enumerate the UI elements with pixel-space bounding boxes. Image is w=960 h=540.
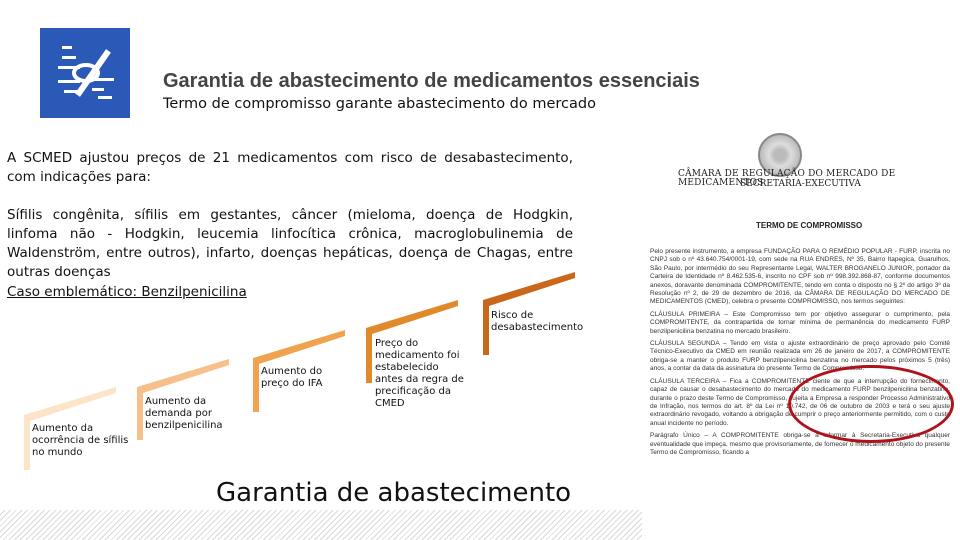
intro-paragraph: A SCMED ajustou preços de 21 medicamentos com risco de desabastecimento, com indicações para:: [7, 150, 573, 185]
page-title: Garantia de abastecimento de medicamentos essenciais: [163, 70, 700, 92]
page-subtitle: Termo de compromisso garante abastecimento do mercado: [163, 96, 596, 112]
closing-statement: Garantia de abastecimento: [216, 478, 572, 508]
indications-paragraph: Sífilis congênita, sífilis em gestantes, câncer (mieloma, doença de Hodgkin, linfoma não - Hodgkin, leucemia linfocítica crônica, macroglobulinemia de Waldenström, entre outros), infarto, doenças hepáticas, doença de Chagas, entre outras doenças: [7, 207, 573, 280]
document-subheader: SECRETARIA-EXECUTIVA: [740, 179, 861, 189]
document-header: CÂMARA DE REGULAÇÃO DO MERCADO DE MEDICAMENTOS: [678, 169, 896, 188]
step-label-1: Aumento da ocorrência de sífilis no mundo: [32, 423, 129, 458]
document-title: TERMO DE COMPROMISSO: [756, 221, 863, 230]
step-label-4: Preço do medicamento foi estabelecido antes da regra de precificação da CMED: [375, 338, 464, 409]
step-label-3: Aumento do preço do IFA: [261, 366, 323, 389]
document-paragraph: CLÁUSULA TERCEIRA – Fica a COMPROMITENTE ciente de que a interrupção do fornecimento, capaz de causar o desabastecimento do mercado do medicamento FURP benzilpenicilina benzatina, durante o prazo deste Termo de Compromisso, sujeita a Empresa a responder Processo Administrativo de Infração, nos termos do art. 8º da Lei nº 10.742, de 06 de outubro de 2003 e terá o seu ajuste extraordinário revogado, voltando a obrigação de cumprir o preço anteriormente permitido, com o custo anual incidente no período.: [650, 377, 950, 427]
document-paragraph: Pelo presente instrumento, a empresa FUNDAÇÃO PARA O REMÉDIO POPULAR - FURP, inscrita no CNPJ sob o nº 43.640.754/0001-19, com sede na RUA ENDRES, Nº 35, Bairro Itapegica, Guarulhos, São Paulo, por intermédio do seu Representante Legal, WALTER BROGANELO JUNIOR, portador da Carteira de Identidade nº 8.462.535-6, inscrito no CPF sob nº 998.392.868-87, conforme documentos anexos, doravante denominada COMPROMITENTE, tendo em conta o disposto no § 2º do artigo 3º da Resolução nº 2, de 29 de dezembro de 2016, da CÂMARA DE REGULAÇÃO DO MERCADO DE MEDICAMENTOS (CMED), celebra o presente COMPROMISSO, nos termos seguintes:: [650, 248, 950, 306]
case-title: Caso emblemático: Benzilpenicilina: [7, 284, 247, 300]
step-label-2: Aumento da demanda por benzilpenicilina: [145, 396, 223, 431]
document-paragraph: Parágrafo Único – A COMPROMITENTE obriga-se a informar à Secretaria-Executiva qualquer eventualidade que impeça, mesmo que provisoriamente, de fornecer o medicamento objeto do presente Termo de Compromisso, ficando a: [650, 432, 950, 456]
document-paragraph: CLÁUSULA PRIMEIRA – Este Compromisso tem por objetivo assegurar o cumprimento, pela COMPROMITENTE, da contrapartida de tornar mínima de permanência do medicamento FURP benzilpenicilina benzatina no mercado brasileiro.: [650, 310, 950, 335]
highlight-oval: [788, 365, 954, 443]
document-paragraph: CLÁUSULA SEGUNDA – Tendo em vista o ajuste extraordinário de preço aprovado pelo Comitê Técnico-Executivo da CMED em reunião realizada em 26 de janeiro de 2017, a COMPROMITENTE obriga-se a manter o produto FURP benzilpenicilina benzatina no mercado pelos próximos 5 (três) anos, a contar da data da assinatura do presente Termo de Compromisso.: [650, 340, 950, 373]
step-label-5: Risco de desabastecimento: [491, 310, 584, 333]
commitment-document-image: [642, 128, 960, 540]
